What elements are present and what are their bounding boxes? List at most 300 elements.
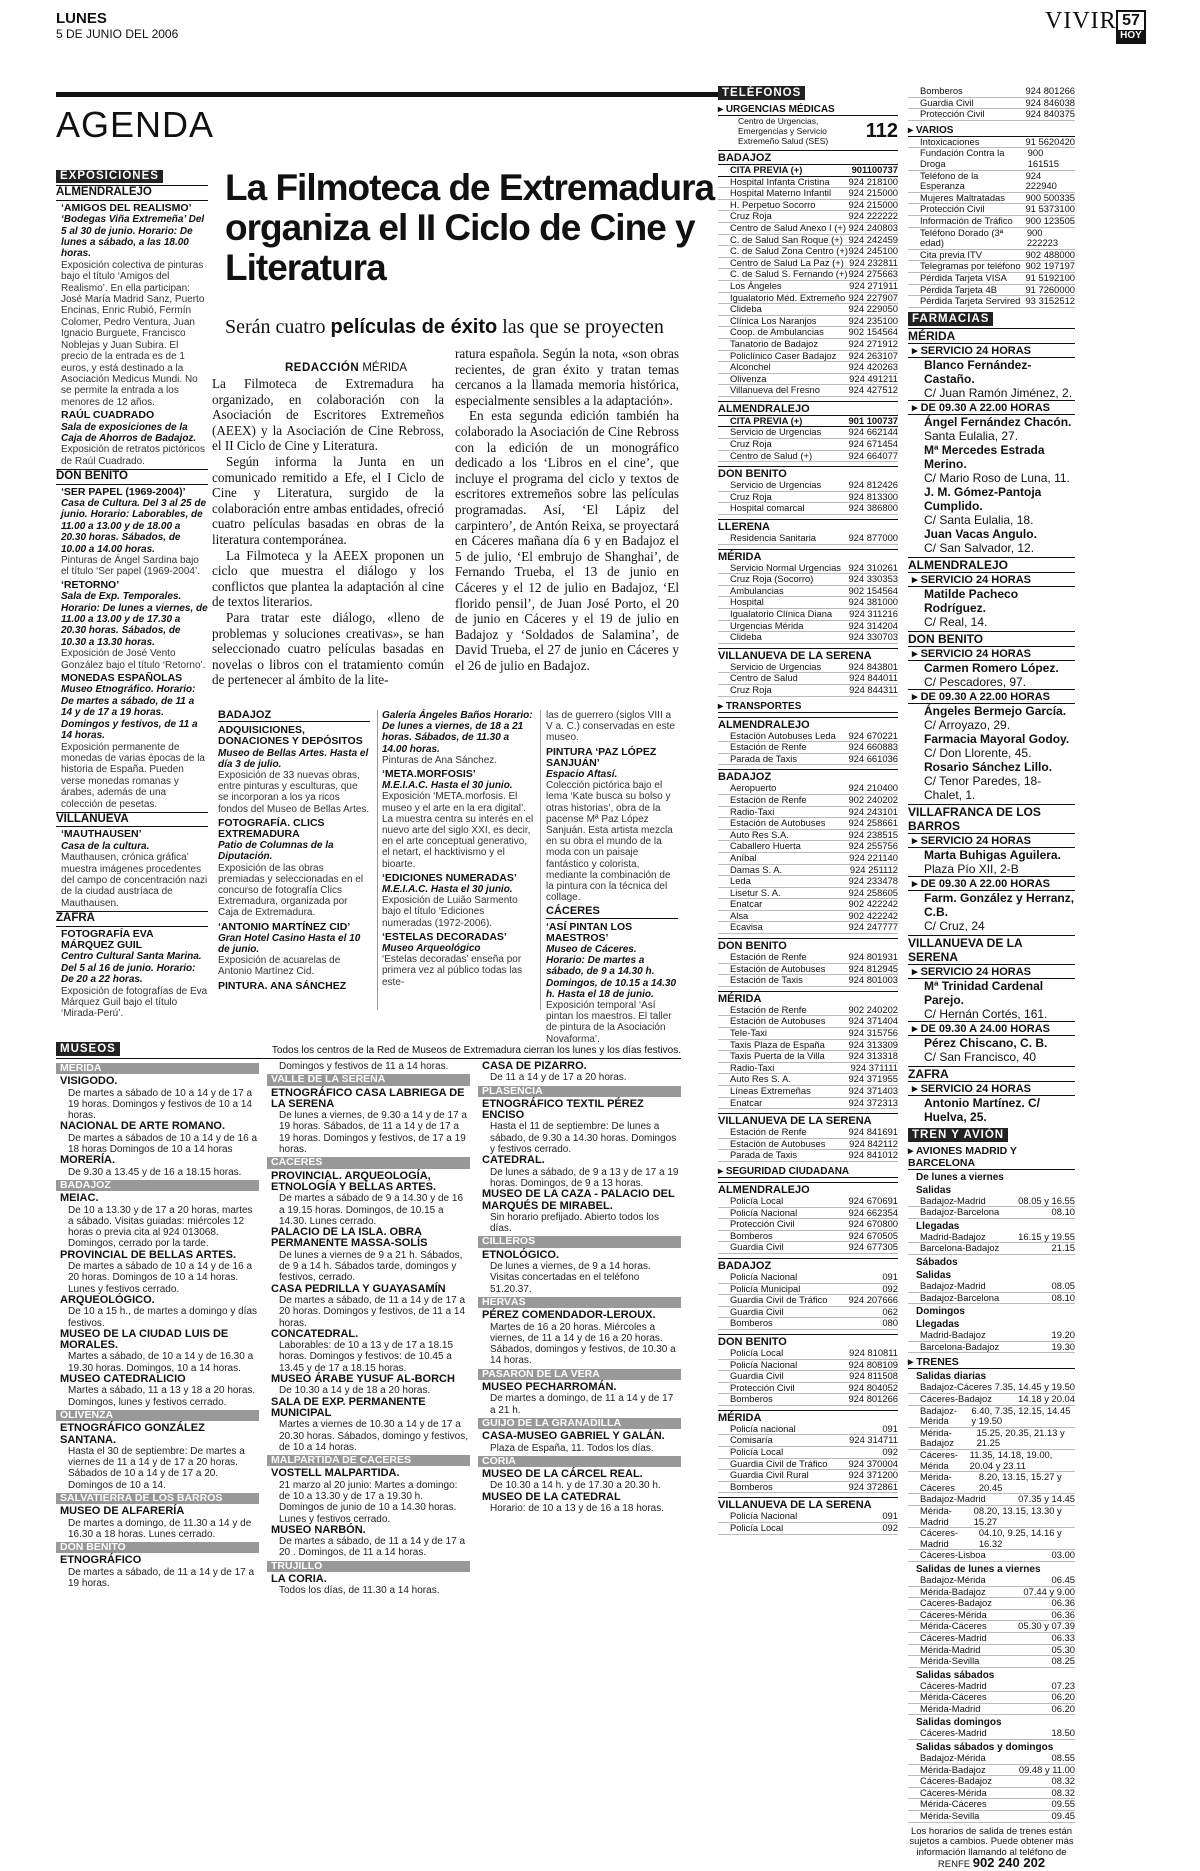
column-separator xyxy=(377,710,378,1010)
schedule-row xyxy=(908,1342,1075,1354)
phone-city: MÉRIDA xyxy=(718,991,898,1005)
phone-name: Protección Civil xyxy=(920,203,985,215)
phone-name: Clínica Los Naranjos xyxy=(730,314,817,326)
phone-name: Estación de Autobuses xyxy=(730,1015,826,1027)
pharmacy-schedule-label: DE 09.30 A 22.00 HORAS xyxy=(920,877,1050,890)
phone-name: Protección Civil xyxy=(920,108,985,120)
phone-row xyxy=(718,795,898,807)
pharmacy-city: VILLANUEVA DE LA SERENA xyxy=(908,935,1075,964)
phone-number: 924 491211 xyxy=(849,372,898,384)
tren-footer xyxy=(908,1827,1075,1871)
museo-hours: De martes a sábados de 10 a 14 y de 16 a 18 horas Domingos de 10 a 14 horas xyxy=(68,1132,258,1156)
museo-item xyxy=(56,1329,259,1374)
museo-name: CASA DE PIZARRO. xyxy=(482,1060,587,1072)
schedule-row xyxy=(908,1428,1075,1450)
museo-hours: De martes a sábado, de 11 a 14 y de 17 a 20 horas. Domingos y festivos, de 11 a 14 horas. xyxy=(279,1294,466,1329)
expo-city: VILLANUEVA xyxy=(56,812,208,827)
museo-city: SALVATIERRA DE LOS BARROS xyxy=(56,1493,259,1504)
museos-header: MUSEOS xyxy=(56,1042,120,1056)
museos-columns xyxy=(56,1061,681,1597)
phone-row xyxy=(718,952,898,964)
museos-header-row xyxy=(56,1042,681,1059)
phone-number: 924 801266 xyxy=(848,1393,898,1405)
phone-row xyxy=(718,451,898,463)
urgencias-number: 112 xyxy=(865,120,898,142)
phone-name: Radio-Taxi xyxy=(730,1061,775,1073)
phone-number: 924 372861 xyxy=(848,1480,898,1492)
schedule-row xyxy=(908,1528,1075,1550)
phone-number: 924 420263 xyxy=(848,361,898,373)
museo-name: MUSEO NARBÓN. xyxy=(271,1523,366,1536)
museo-name: PROVINCIAL DE BELLAS ARTES. xyxy=(60,1248,237,1261)
museo-name: ETNOGRÁFICO TEXTIL PÉREZ ENCISO xyxy=(482,1097,644,1122)
pharmacy-schedule-label: DE 09.30 A 22.00 HORAS xyxy=(920,401,1050,414)
expo-item-details: Sala de Exp. Temporales. Horario: De lunes a viernes, de 11.00 a 13.00 y de 17.30 a 20.30 horas. Sábados, de 10.30 a 13.30 horas. xyxy=(61,591,208,648)
phone-row xyxy=(718,818,898,830)
phone-city: ALMENDRALEJO xyxy=(718,401,898,415)
route-name: Mérida-Sevilla xyxy=(920,1655,980,1667)
schedule-row xyxy=(908,1633,1075,1645)
exhibit-details: M.E.I.A.C. Hasta el 30 junio. xyxy=(382,780,513,792)
phone-name: Cruz Roja (Socorro) xyxy=(730,573,814,585)
museo-city: MALPARTIDA DE CÁCERES xyxy=(267,1455,470,1466)
phone-row xyxy=(908,171,1075,193)
museo-item xyxy=(478,1382,681,1416)
route-times: 06.20 xyxy=(1051,1702,1075,1714)
museo-hours: De lunes a sábado, de 9 a 13 y de 17 a 19 horas. Domingos, de 9 a 13 horas. xyxy=(490,1166,679,1189)
phone-number: 924 664077 xyxy=(848,449,898,461)
section-name: VIVIR xyxy=(1045,8,1117,34)
pharmacy-name: Antonio Martínez. C/ Huelva, 25. xyxy=(924,1095,1040,1124)
phone-name: Auto Res S. A. xyxy=(730,1073,791,1085)
phone-number: 924 271911 xyxy=(849,279,898,291)
route-times: 08.10 xyxy=(1051,1291,1075,1303)
phone-name: Enatcar xyxy=(730,1096,763,1108)
phone-number: 924 218100 xyxy=(848,175,898,187)
phone-row xyxy=(718,876,898,888)
schedule-row xyxy=(908,1281,1075,1293)
subhead-part-a: Serán cuatro xyxy=(225,316,331,338)
phone-name: Policía Local xyxy=(730,1194,784,1206)
phone-city: ALMENDRALEJO xyxy=(718,717,898,731)
museo-item xyxy=(56,1423,259,1491)
phone-name: Tanatorio de Badajoz xyxy=(730,337,819,349)
pharmacy-address: C/ Mario Roso de Luna, 11. xyxy=(924,470,1070,485)
phone-name: Comisaría xyxy=(730,1434,773,1446)
museo-name: ETNOGRÁFICO GONZÁLEZ SANTANA. xyxy=(60,1422,205,1446)
phone-row xyxy=(718,1348,898,1360)
phone-number: 092 xyxy=(882,1282,898,1294)
museo-item xyxy=(56,1555,259,1589)
phone-number: 924 232811 xyxy=(849,256,898,268)
phone-number: 924 846038 xyxy=(1025,96,1075,108)
phone-name: Hospital comarcal xyxy=(730,502,805,514)
phone-number: 924 671454 xyxy=(848,438,898,450)
museo-city: GUIJO DE LA GRANADILLA xyxy=(478,1418,681,1429)
route-name: Mérida-Cáceres xyxy=(920,1691,987,1703)
route-times: 16.15 y 19.55 xyxy=(1018,1230,1075,1242)
route-times: 15.25, 20.35, 21.13 y 21.25 xyxy=(976,1426,1065,1449)
museo-name: MUSEO DE ALFARERÍA xyxy=(60,1505,185,1518)
farmacias-header: FARMACIAS xyxy=(908,312,993,326)
route-name: Mérida-Madrid xyxy=(920,1643,981,1655)
phone-name: Coop. de Ambulancias xyxy=(730,326,824,338)
phone-number: 924 372313 xyxy=(848,1096,898,1108)
schedule-row xyxy=(908,1656,1075,1668)
museos-column-1 xyxy=(56,1061,259,1597)
phone-number: 901100737 xyxy=(851,164,898,175)
expo-item-title: RAÚL CUADRADO xyxy=(61,409,155,422)
phone-name: Policía Nacional xyxy=(730,1270,798,1282)
caceres-block-title: CÁCERES xyxy=(546,906,678,918)
pharmacy-city: ALMENDRALEJO xyxy=(908,557,1075,572)
article-column-2 xyxy=(455,346,679,673)
phone-name: Estación de Renfe xyxy=(730,1126,807,1138)
phone-name: Guardia Civil de Tráfico xyxy=(730,1457,828,1469)
phone-name: Aníbal xyxy=(730,851,757,863)
exhibit-text: las de guerrero (siglos VIII a V a. C.) conservadas en este museo. xyxy=(546,710,675,744)
phone-number: 924 245100 xyxy=(848,245,898,257)
museo-item xyxy=(267,1227,470,1283)
phone-name: Hospital Materno Infantil xyxy=(730,187,832,199)
route-name: Badajoz-Cáceres xyxy=(920,1381,992,1393)
museos-note: Todos los centros de la Red de Museos de Extremadura cierran los lunes y los días festivos. xyxy=(271,1045,681,1056)
route-name: Cáceres-Badajoz xyxy=(920,1393,992,1405)
route-times: 08.20, 13.15, 13.30 y 15.27 xyxy=(973,1504,1062,1527)
phone-number: 924 813300 xyxy=(848,490,898,502)
museo-name: VOSTELL MALPARTIDA. xyxy=(271,1467,400,1480)
phone-number: 924 371404 xyxy=(848,1015,898,1027)
phone-name: C. de Salud Zona Centro (+) xyxy=(730,245,849,257)
pharmacy-address: C/ San Francisco, 40 xyxy=(924,1049,1037,1064)
pharmacy-name: Ángel Fernández Chacón. xyxy=(924,414,1072,429)
phone-row xyxy=(908,296,1075,308)
phone-number: 900 123505 xyxy=(1025,214,1075,226)
phone-name: CITA PREVIA (+) xyxy=(730,164,803,175)
route-name: Cáceres-Mérida xyxy=(920,1449,959,1471)
phone-number: 924 844311 xyxy=(849,683,898,695)
phone-city: BADAJOZ xyxy=(718,1258,898,1272)
phone-number: 902 422242 xyxy=(848,898,898,910)
phone-row xyxy=(718,1523,898,1535)
phone-row xyxy=(908,273,1075,285)
exhibit-text: Exposición de las obras premiadas y seleccionadas en el concurso de fotografía Clics Extremadura, organizada por Caja de Extremadura. xyxy=(218,862,364,919)
article-byline xyxy=(285,362,407,374)
phone-number: 924 381000 xyxy=(848,596,898,608)
phone-name: Guardia Civil xyxy=(730,1241,784,1253)
schedule-row xyxy=(908,1394,1075,1406)
museo-hours: Sin horario prefijado. Abierto todos los días. xyxy=(490,1211,659,1235)
telefonos-header: TELÉFONOS xyxy=(718,86,805,100)
pharmacy-address: C/ Hernán Cortés, 161. xyxy=(924,1006,1048,1021)
phone-name: Protección Civil xyxy=(730,1381,795,1393)
urgencias-text: Centro de Urgencias, Emergencias y Servicio Extremeño Salud (SES) xyxy=(738,116,829,146)
phone-row xyxy=(718,632,898,644)
phone-number: 901 100737 xyxy=(848,414,898,426)
phone-name: Bomberos xyxy=(730,1393,773,1405)
phone-name: Cruz Roja xyxy=(730,438,772,450)
phone-name: Auto Res S.A. xyxy=(730,828,789,840)
museo-hours: De martes a domingo, de 11.30 a 14 y de 16.30 a 18 horas. Lunes cerrado. xyxy=(68,1517,252,1540)
phone-number: 924 662354 xyxy=(848,1206,898,1218)
phone-number: 924 670221 xyxy=(848,729,898,741)
route-name: Cáceres-Badajoz xyxy=(920,1775,992,1787)
museo-name: SALA DE EXP. PERMANENTE MUNICIPAL xyxy=(271,1395,426,1419)
phone-name: Servicio de Urgencias xyxy=(730,660,822,672)
phone-row xyxy=(718,1295,898,1307)
phone-name: Taxis Puerta de la Villa xyxy=(730,1050,825,1062)
article-paragraph: En esta segunda edición también ha colaborado la Asociación de Cine Rebross con la edición de un monográfico dedicado a los ‘Libros en el cine’, que incluye el programa del ciclo y textos de escritores extremeños sobre las películas programadas. Así, ‘El Lápiz del carpintero’, de Antón Reixa, se proyectará en Cáceres mañana día 6 y en Badajoz el 5 de julio, ‘El embrujo de Shanghai’, de Fernando Trueba, el 13 de junio en Cáceres y el 12 de julio en Badajoz, ‘El florido pensil’, de Juan José Porto, el 20 de junio en Cáceres y el 19 de julio en Badajoz y ‘Soldados de Salamina’, de David Trueba, el 27 de junio en Cáceres y el 26 de julio en Badajoz. xyxy=(455,408,679,673)
byline-place: MÉRIDA xyxy=(359,362,408,374)
route-times: 05.30 y 07.39 xyxy=(1018,1620,1075,1632)
phone-name: Centro de Salud Anexo I (+) xyxy=(730,221,846,233)
schedule-row xyxy=(908,1243,1075,1255)
route-times: 8.20, 13.15, 15.27 y 20.45 xyxy=(978,1471,1062,1493)
phone-name: Estación de Renfe xyxy=(730,951,807,963)
transport-category: ▸ TRENES xyxy=(908,1356,1075,1369)
exhibit-text: Pinturas de Ana Sánchez. xyxy=(382,754,498,766)
pharmacy-city: DON BENITO xyxy=(908,631,1075,646)
phone-name: Residencia Sanitaria xyxy=(730,532,816,544)
museo-name: PALACIO DE LA ISLA. OBRA PERMANENTE MASSA-SOLÍS xyxy=(271,1226,428,1250)
caceres-list xyxy=(546,922,678,1045)
phone-number: 924 222222 xyxy=(848,210,898,222)
phone-name: Centro de Salud (+) xyxy=(730,449,813,461)
museo-name: CASA-MUSEO GABRIEL Y GALÁN. xyxy=(482,1430,665,1443)
pharmacy-city: VILLAFRANCA DE LOS BARROS xyxy=(908,804,1075,833)
expo-item xyxy=(61,487,208,578)
phone-number: 924 386800 xyxy=(848,502,898,514)
museo-item xyxy=(478,1250,681,1295)
phone-name: Cruz Roja xyxy=(730,490,772,502)
museo-hours: Domingos y festivos de 11 a 14 horas. xyxy=(279,1061,449,1072)
museo-name: VISIGODO. xyxy=(60,1075,118,1088)
route-times: 08.32 xyxy=(1051,1786,1075,1798)
phone-row xyxy=(718,246,898,258)
phone-row xyxy=(718,385,898,397)
museo-hours: De 11 a 14 y de 17 a 20 horas. xyxy=(490,1072,627,1084)
exhibit-text: Exposición ‘META.morfosis. El museo y el arte en la era digital’. La muestra centra su interés en el nuevo arte del siglo XXI, es decir, en el arte conceptual generativo, el netart, el hacktivismo y el bioarte. xyxy=(382,791,534,870)
exhibit-title: ‘EDICIONES NUMERADAS’ xyxy=(382,871,517,884)
phone-city: LLERENA xyxy=(718,519,898,533)
pharmacy-name: Mª Trinidad Cardenal Parejo. xyxy=(924,978,1044,1007)
museo-item xyxy=(267,1171,470,1227)
museo-item xyxy=(56,1155,259,1178)
phone-name: Fundación Contra la Droga xyxy=(920,147,1005,169)
expo-item-text: Mauthausen, crónica gráfica’ muestra imágenes procedentes del campo de concentración nazi de la ciudad austríaca de Mauthausen. xyxy=(61,852,208,909)
museo-item xyxy=(478,1155,681,1189)
museo-city: PLASENCIA xyxy=(478,1086,681,1097)
route-times: 08.10 xyxy=(1051,1206,1075,1218)
badajoz-block-title: BADAJOZ xyxy=(218,710,370,722)
pharmacy-name: Matilde Pacheco Rodríguez. xyxy=(924,586,1019,615)
museo-city: PASARÓN DE LA VERA xyxy=(478,1369,681,1380)
telefonos-list-2 xyxy=(908,86,1075,308)
phone-row xyxy=(908,148,1075,170)
column-separator xyxy=(540,710,541,1010)
exhibit-details: Patio de Columnas de la Diputación. xyxy=(218,840,334,863)
phone-row xyxy=(718,1447,898,1459)
exhibit-details: Museo de Cáceres. Horario: De martes a sábado, de 9 a 14.30 h. Domingos, de 10.15 a 14.30 h. Hasta el 18 de junio. xyxy=(546,944,677,1000)
museo-hours: Hasta el 30 de septiembre: De martes a viernes de 11 a 14 y de 17 a 20 horas. Sábados de 10 a 14 y de 17 a 20. Domingos de 10 a 14. xyxy=(68,1445,245,1491)
museo-name: PROVINCIAL. ARQUEOLOGÍA, ETNOLOGÍA Y BELLAS ARTES. xyxy=(271,1169,437,1193)
phone-city: MÉRIDA xyxy=(718,549,898,563)
expo-item-text: Pinturas de Ángel Sardina bajo el título ‘Ser papel (1969-2004’. xyxy=(61,555,200,578)
phone-number: 924 662144 xyxy=(848,426,898,438)
expo-item-title: ‘MAUTHAUSEN’ xyxy=(61,828,142,841)
museo-hours: 21 marzo al 20 junio: Martes a domingo: de 10 a 13.30 y de 17 a 19.30 h. Domingos de junio de 10 a 14.30 horas. Lunes y festivos cerrado. xyxy=(279,1479,458,1525)
phone-row xyxy=(718,1086,898,1098)
pharmacy-schedule-label: SERVICIO 24 HORAS xyxy=(920,1082,1032,1095)
route-name: Badajoz-Madrid xyxy=(920,1280,986,1292)
museo-item xyxy=(267,1329,470,1374)
route-name: Badajoz-Barcelona xyxy=(920,1291,1000,1303)
phone-number: 91 5620420 xyxy=(1025,135,1075,147)
top-rule xyxy=(56,92,722,97)
phone-number: 924 315756 xyxy=(848,1027,898,1039)
route-times: 21.15 xyxy=(1051,1242,1075,1254)
pharmacy-schedule: ▸ SERVICIO 24 HORAS xyxy=(908,833,1075,848)
phone-name: Bomberos xyxy=(730,1317,773,1329)
route-times: 04.10, 9.25, 14.16 y 16.32 xyxy=(978,1527,1062,1549)
phone-name: Servicio de Urgencias xyxy=(730,426,822,438)
expo-item-title: ‘RETORNO’ xyxy=(61,578,120,591)
museo-name: MUSEO PECHARROMÁN. xyxy=(482,1381,617,1394)
phone-number: 924 371403 xyxy=(848,1085,898,1096)
transport-subheading: Llegadas xyxy=(916,1319,960,1331)
route-times: 08.05 y 16.55 xyxy=(1018,1194,1075,1206)
header-day: LUNES xyxy=(56,10,107,27)
phone-name: Pérdida Tarjeta 4B xyxy=(920,283,997,295)
pharmacy-address: C/ Juan Ramón Jiménez, 2. xyxy=(924,385,1073,400)
phone-number: 924 670800 xyxy=(848,1218,898,1230)
phone-row xyxy=(718,853,898,865)
phone-name: Guardia Civil xyxy=(920,96,974,108)
phone-number: 924 877000 xyxy=(848,532,898,544)
pharmacy-name: Carmen Romero López. xyxy=(924,660,1059,675)
phone-number: 924 661036 xyxy=(848,752,898,764)
route-name: Madrid-Badajoz xyxy=(920,1329,986,1341)
phone-row xyxy=(718,1242,898,1254)
phone-category: ▸ VARIOS xyxy=(908,125,1075,137)
route-times: 19.20 xyxy=(1051,1329,1075,1341)
exhibit-text: Exposición temporal ‘Así pintan los maestros. El taller de pintura de la Asociación Novaforma’. xyxy=(546,1000,672,1045)
exposiciones-column xyxy=(56,170,208,1022)
schedule-row xyxy=(908,1550,1075,1562)
phone-category-label: TRANSPORTES xyxy=(725,700,802,712)
pharmacy-name: Mª Mercedes Estrada Merino. xyxy=(924,442,1045,471)
expo-item xyxy=(61,203,208,408)
route-name: Mérida-Madrid xyxy=(920,1504,952,1527)
phone-number: 924 427512 xyxy=(848,384,898,396)
museo-item xyxy=(267,1525,470,1559)
phone-number: 924 247777 xyxy=(848,921,898,933)
phone-number: 924 842112 xyxy=(849,1137,898,1149)
museo-city: CILLEROS xyxy=(478,1236,681,1247)
phone-number: 924 811508 xyxy=(849,1370,898,1382)
article-column-1 xyxy=(212,376,444,688)
phone-name: Enatcar xyxy=(730,898,763,910)
farmacias-list xyxy=(908,328,1075,1124)
phone-row xyxy=(718,439,898,451)
expo-item-details: Casa de la cultura. xyxy=(61,840,150,852)
schedule-row xyxy=(908,1293,1075,1305)
museo-item xyxy=(267,1061,470,1072)
museos-column-3 xyxy=(478,1061,681,1597)
pharmacy-schedule: ▸ DE 09.30 A 22.00 HORAS xyxy=(908,400,1075,415)
phone-name: Damas S. A. xyxy=(730,863,783,875)
phone-name: Estación de Renfe xyxy=(730,741,807,753)
expo-item-title: FOTOGRAFÍA EVA MÁRQUEZ GUIL xyxy=(61,927,154,951)
urgencias-label: URGENCIAS MÉDICAS xyxy=(725,104,835,115)
phone-number: 900 500335 xyxy=(1025,191,1075,203)
phone-number: 924 841691 xyxy=(848,1126,898,1138)
phone-number: 924 801003 xyxy=(848,974,898,986)
phone-number: 902 240202 xyxy=(848,1003,898,1015)
route-name: Cáceres-Mérida xyxy=(920,1786,987,1798)
route-times: 07.23 xyxy=(1051,1679,1075,1691)
phone-row xyxy=(718,754,898,766)
phone-name: Mujeres Maltratadas xyxy=(920,191,1005,203)
schedule-row xyxy=(908,1406,1075,1428)
museo-hours: De martes a sábado, de 11 a 14 y de 17 a 19 horas. xyxy=(68,1566,255,1590)
transport-category-label: TRENES xyxy=(916,1356,959,1369)
phone-number: 924 238515 xyxy=(848,828,898,840)
exhibit-title: ‘ANTONIO MARTÍNEZ CID’ xyxy=(218,920,351,933)
route-times: 18.50 xyxy=(1051,1727,1075,1739)
exhibit-text: Exposición de 33 nuevas obras, entre pinturas y esculturas, que se incorporan a los ya ricos fondos del Museo de Bellas Artes. xyxy=(218,770,370,815)
phone-name: Teléfono Dorado (3ª edad) xyxy=(920,226,1004,249)
phone-row xyxy=(718,223,898,235)
phone-row xyxy=(718,922,898,934)
phone-city: VILLANUEVA DE LA SERENA xyxy=(718,1497,898,1511)
phone-name: Estación de Renfe xyxy=(730,1003,807,1015)
phone-number: 924 210400 xyxy=(848,782,898,794)
exhibit-title: FOTOGRAFÍA. CLICS EXTREMADURA xyxy=(218,816,325,841)
expo-item xyxy=(61,410,208,467)
museo-hours: De martes a sábado, de 11 a 14 y de 17 a 20 . Domingos, de 11 a 14 horas. xyxy=(279,1536,466,1559)
route-times: 11.35, 14.18, 19.00, 20.04 y 23.11 xyxy=(969,1449,1053,1471)
transport-subheading: Domingos xyxy=(916,1306,965,1318)
museo-item xyxy=(478,1469,681,1492)
phone-number: 924 251112 xyxy=(849,863,898,875)
phone-name: Estación de Autobuses xyxy=(730,962,826,974)
phone-number: 924 370004 xyxy=(848,1457,898,1469)
right-column xyxy=(908,86,1075,1871)
phone-number: 924 313309 xyxy=(848,1038,898,1050)
pharmacy-name: Ángeles Bermejo García. xyxy=(924,703,1067,718)
phone-number: 924 229050 xyxy=(848,303,898,315)
phone-number: 924 258661 xyxy=(848,817,898,829)
phone-number: 924 314204 xyxy=(848,619,898,631)
phone-name: Policlínico Caser Badajoz xyxy=(730,349,837,361)
phone-name: Servicio de Urgencias xyxy=(730,479,822,491)
expo-item-details: ‘Bodegas Viña Extremeña’ Del 5 al 30 de junio. Horario: De lunes a sábado, a las 18.00 horas. xyxy=(61,214,205,260)
pharmacy-schedule: ▸ DE 09.30 A 22.00 HORAS xyxy=(908,876,1075,891)
phone-row xyxy=(908,228,1075,250)
phone-row xyxy=(718,1318,898,1330)
phone-number: 924 812945 xyxy=(848,962,898,974)
museo-item xyxy=(267,1088,470,1156)
phone-number: 902 422242 xyxy=(848,909,898,921)
phone-city: DON BENITO xyxy=(718,1334,898,1348)
pharmacy-name: Farm. González y Herranz, C.B. xyxy=(924,890,1075,919)
pharmacy-schedule-label: DE 09.30 A 22.00 HORAS xyxy=(920,690,1050,703)
phone-name: Pérdida Tarjeta Servired xyxy=(920,295,1021,307)
pharmacy-schedule: ▸ SERVICIO 24 HORAS xyxy=(908,343,1075,358)
phone-city: DON BENITO xyxy=(718,466,898,480)
transport-subheading: Salidas sábados xyxy=(916,1669,995,1681)
